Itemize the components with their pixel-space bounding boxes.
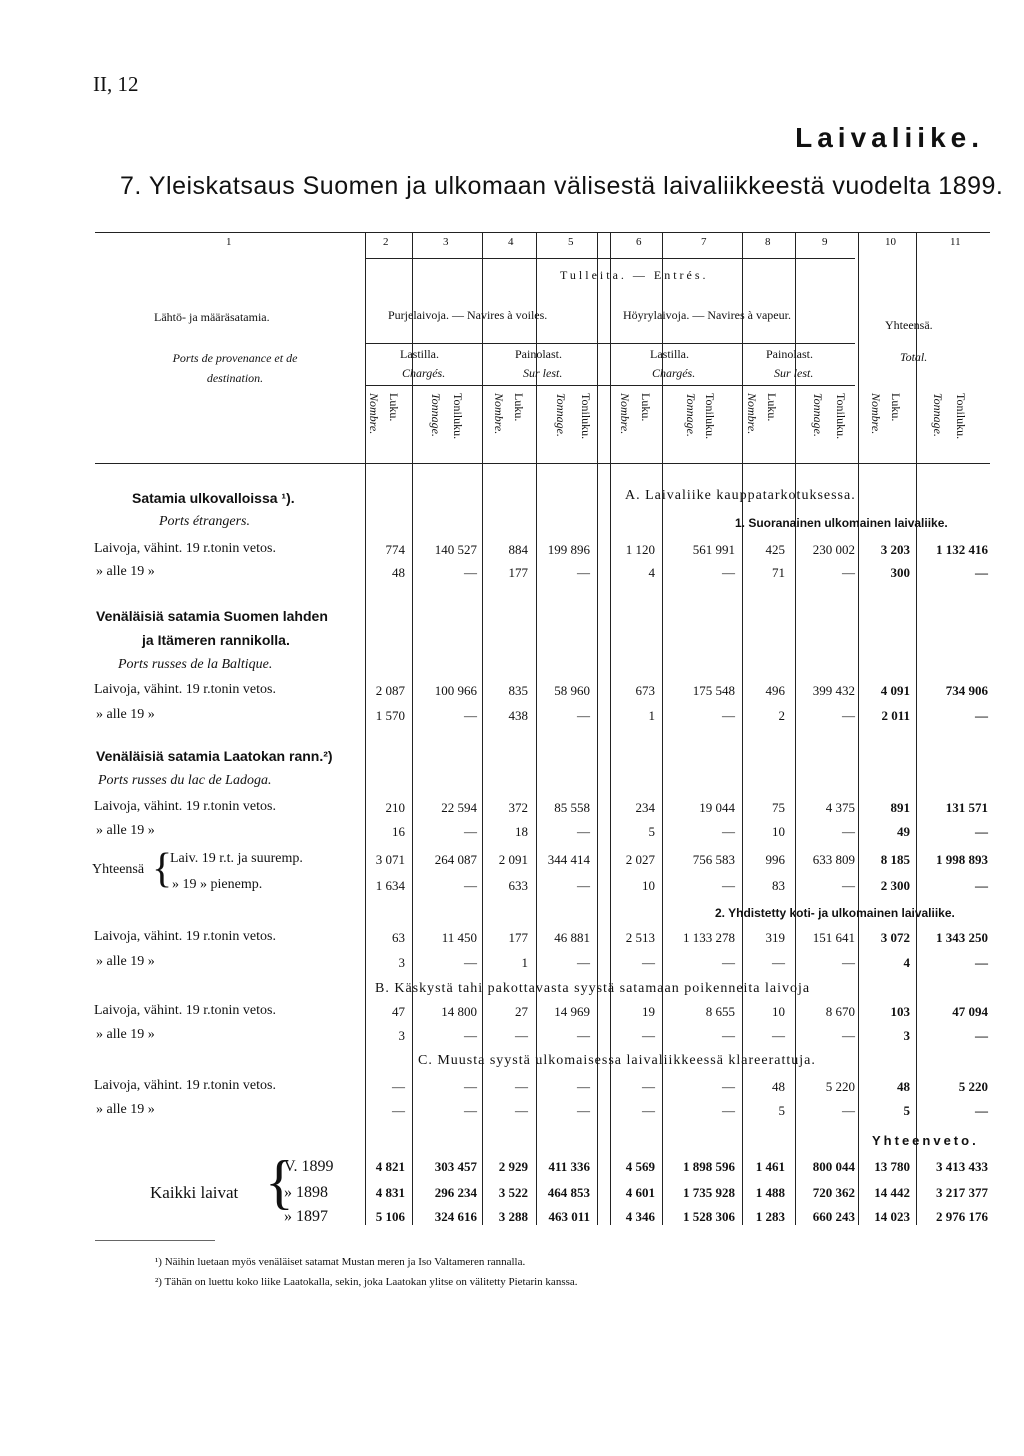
table-cell: 3 203	[880, 542, 910, 557]
table-cell: 71	[772, 565, 785, 580]
table-cell: 4 569	[625, 1159, 655, 1174]
table-cell: 1 132 416	[936, 542, 988, 557]
steam-ballast-header: Painolast.	[766, 347, 813, 361]
column-header-tons-fi: Toniluku.	[451, 393, 465, 440]
table-cell: —	[975, 824, 988, 839]
total-label: Yhteensä	[92, 862, 145, 877]
table-cell: 18	[515, 824, 528, 839]
table-cell: 177	[508, 930, 528, 945]
table-cell: 5	[648, 824, 655, 839]
row-label: » alle 19 »	[96, 1102, 155, 1117]
section-a1-heading: 1. Suoranainen ulkomainen laivaliike.	[735, 516, 948, 530]
row-label: » alle 19 »	[96, 954, 155, 969]
table-cell: —	[577, 565, 590, 580]
table-cell: 2 091	[498, 852, 528, 867]
table-cell: —	[577, 708, 590, 723]
column-header-tons: Tonnage.	[811, 393, 825, 437]
table-cell: 48	[392, 565, 405, 580]
table-cell: —	[464, 878, 477, 893]
steam-ballast-header-fr: Sur lest.	[774, 366, 814, 380]
table-cell: 4 091	[880, 683, 910, 698]
table-cell: 1 570	[375, 708, 405, 723]
row-label: » alle 19 »	[96, 707, 155, 722]
table-cell: 3 071	[375, 852, 405, 867]
table-cell: 210	[385, 800, 405, 815]
table-cell: 230 002	[812, 542, 855, 557]
table-cell: 58 960	[554, 683, 590, 698]
col-number-6: 6	[636, 236, 642, 248]
table-cell: 3	[398, 955, 405, 970]
table-cell: 48	[772, 1079, 785, 1094]
table-cell: 1 634	[375, 878, 405, 893]
table-cell: —	[515, 1103, 528, 1118]
table-cell: —	[464, 1079, 477, 1094]
table-cell: 2 300	[880, 878, 910, 893]
table-cell: —	[722, 824, 735, 839]
table-cell: —	[392, 1103, 405, 1118]
sail-ballast-header-fr: Sur lest.	[523, 366, 563, 380]
table-cell: 175 548	[692, 683, 735, 698]
brace: {	[152, 846, 173, 892]
table-cell: —	[842, 708, 855, 723]
table-cell: —	[842, 1103, 855, 1118]
table-cell: —	[464, 565, 477, 580]
table-cell: 4 346	[625, 1209, 655, 1224]
table-cell: —	[392, 1079, 405, 1094]
col-number-11: 11	[950, 236, 961, 248]
table-cell: —	[722, 1103, 735, 1118]
table-cell: —	[842, 565, 855, 580]
year-label: » 1898	[284, 1184, 328, 1201]
table-cell: 5 220	[825, 1079, 855, 1094]
column-rule	[858, 232, 859, 1225]
table-cell: 344 414	[547, 852, 590, 867]
baltic-heading: Venäläisiä satamia Suomen lahden	[96, 608, 328, 624]
origin-header-fr: Ports de provenance et de destination.	[172, 351, 298, 385]
table-cell: —	[577, 1103, 590, 1118]
table-cell: 3	[903, 1028, 910, 1043]
table-cell: —	[772, 1028, 785, 1043]
section-a-heading: A. Laivaliike kauppatarkotuksessa.	[625, 488, 856, 503]
table-cell: —	[975, 878, 988, 893]
table-cell: 411 336	[548, 1159, 590, 1174]
table-cell: —	[975, 565, 988, 580]
column-header-count-fr: Nombre.	[745, 393, 759, 435]
foreign-ports-heading-fr: Ports étrangers.	[159, 514, 250, 529]
table-cell: —	[642, 1079, 655, 1094]
column-header-tons-fi: Toniluku.	[579, 393, 593, 440]
row-label: Laiv. 19 r.t. ja suuremp.	[170, 851, 303, 866]
column-header-tons: Tonnage.	[931, 393, 945, 437]
column-header-tons: Tonnage.	[684, 393, 698, 437]
summary-heading: Yhteenveto.	[872, 1133, 979, 1148]
column-header-tons-fi: Toniluku.	[834, 393, 848, 440]
row-label: Laivoja, vähint. 19 r.tonin vetos.	[94, 682, 276, 697]
table-cell: 1 133 278	[683, 930, 735, 945]
table-cell: 63	[392, 930, 405, 945]
col-number-5: 5	[568, 236, 574, 248]
table-cell: —	[722, 565, 735, 580]
table-cell: —	[722, 708, 735, 723]
table-cell: 10	[642, 878, 655, 893]
table-cell: 234	[635, 800, 655, 815]
table-cell: 734 906	[945, 683, 988, 698]
table-cell: 319	[765, 930, 785, 945]
table-cell: 464 853	[547, 1185, 590, 1200]
table-cell: 151 641	[812, 930, 855, 945]
table-cell: 1 488	[755, 1185, 785, 1200]
table-cell: 673	[635, 683, 655, 698]
table-cell: 14 442	[874, 1185, 910, 1200]
table-cell: 3 288	[498, 1209, 528, 1224]
baltic-heading-fr: Ports russes de la Baltique.	[118, 657, 273, 672]
table-cell: 633	[508, 878, 528, 893]
footnote-rule	[95, 1240, 215, 1241]
table-cell: —	[577, 955, 590, 970]
table-cell: —	[975, 708, 988, 723]
table-cell: 4 375	[825, 800, 855, 815]
table-cell: 4	[648, 565, 655, 580]
table-cell: 16	[392, 824, 405, 839]
table-cell: —	[642, 955, 655, 970]
table-cell: 1 461	[755, 1159, 785, 1174]
section-a2-heading: 2. Yhdistetty koti- ja ulkomainen laivaliike.	[715, 906, 955, 920]
table-cell: 140 527	[434, 542, 477, 557]
column-header-count: Luku.	[639, 393, 653, 422]
table-cell: 438	[508, 708, 528, 723]
table-cell: —	[722, 955, 735, 970]
table-cell: —	[642, 1028, 655, 1043]
table-cell: 2 513	[625, 930, 655, 945]
table-cell: —	[577, 1079, 590, 1094]
column-header-count: Luku.	[765, 393, 779, 422]
table-cell: 425	[765, 542, 785, 557]
table-cell: 561 991	[692, 542, 735, 557]
table-cell: 496	[765, 683, 785, 698]
sail-laden-header-fr: Chargés.	[402, 366, 446, 380]
column-rule	[610, 232, 611, 1225]
table-cell: 3 072	[880, 930, 910, 945]
table-cell: —	[577, 1028, 590, 1043]
table-cell: 2 027	[625, 852, 655, 867]
table-cell: 399 432	[812, 683, 855, 698]
table-cell: 1 998 893	[936, 852, 988, 867]
table-cell: —	[464, 1103, 477, 1118]
table-cell: 46 881	[554, 930, 590, 945]
column-header-tons-fi: Toniluku.	[703, 393, 717, 440]
table-cell: 14 023	[874, 1209, 910, 1224]
table-cell: 8 185	[880, 852, 910, 867]
column-header-tons-fi: Toniluku.	[954, 393, 968, 440]
table-cell: 1	[648, 708, 655, 723]
table-cell: 720 362	[812, 1185, 855, 1200]
col-number-4: 4	[508, 236, 514, 248]
column-rule	[482, 232, 483, 1225]
table-cell: 3 217 377	[936, 1185, 988, 1200]
table-cell: 4	[903, 955, 910, 970]
col-number-10: 10	[885, 236, 896, 248]
table-cell: 2 087	[375, 683, 405, 698]
table-cell: 884	[508, 542, 528, 557]
header-bottom-rule	[95, 463, 990, 464]
brace: {	[265, 1149, 294, 1215]
table-cell: —	[464, 824, 477, 839]
table-cell: 2 011	[881, 708, 910, 723]
steam-laden-header: Lastilla.	[650, 347, 689, 361]
table-cell: 891	[890, 800, 910, 815]
column-header-tons: Tonnage.	[429, 393, 443, 437]
table-cell: 3 413 433	[936, 1159, 988, 1174]
table-cell: 1	[521, 955, 528, 970]
year-label: » 1897	[284, 1208, 328, 1225]
column-header-tons: Tonnage.	[554, 393, 568, 437]
table-cell: —	[975, 955, 988, 970]
tulleita-header: Tulleita. — Entrés.	[560, 268, 709, 282]
table-cell: —	[577, 878, 590, 893]
table-cell: —	[842, 955, 855, 970]
steam-group-header: Höyrylaivoja. — Navires à vapeur.	[623, 308, 791, 322]
table-cell: —	[842, 824, 855, 839]
column-rule	[597, 232, 598, 1225]
table-cell: 4 831	[375, 1185, 405, 1200]
running-head: Laivaliike.	[795, 122, 984, 153]
section-c-heading: C. Muusta syystä ulkomaisessa laivaliikkeessä klareerattuja.	[418, 1053, 816, 1068]
column-header-count: Luku.	[387, 393, 401, 422]
table-cell: 47 094	[952, 1004, 988, 1019]
row-label: Laivoja, vähint. 19 r.tonin vetos.	[94, 1078, 276, 1093]
table-cell: 83	[772, 878, 785, 893]
table-cell: 1 735 928	[683, 1185, 735, 1200]
column-header-count-fr: Nombre.	[492, 393, 506, 435]
table-cell: 296 234	[434, 1185, 477, 1200]
table-cell: 75	[772, 800, 785, 815]
table-cell: 372	[508, 800, 528, 815]
table-cell: 264 087	[434, 852, 477, 867]
col-number-1: 1	[226, 236, 232, 248]
table-cell: 1 283	[755, 1209, 785, 1224]
table-cell: 199 896	[547, 542, 590, 557]
table-cell: 996	[765, 852, 785, 867]
table-cell: 4 601	[625, 1185, 655, 1200]
year-label: V. 1899	[284, 1158, 334, 1175]
table-cell: 19	[642, 1004, 655, 1019]
table-cell: 1 898 596	[683, 1159, 735, 1174]
table-cell: —	[975, 1028, 988, 1043]
page-title: 7. Yleiskatsaus Suomen ja ulkomaan välisestä laivaliikkeestä vuodelta 1899.	[120, 172, 1004, 200]
table-cell: —	[515, 1028, 528, 1043]
col-number-7: 7	[701, 236, 707, 248]
row-label: Laivoja, vähint. 19 r.tonin vetos.	[94, 1003, 276, 1018]
table-cell: 47	[392, 1004, 405, 1019]
table-cell: 27	[515, 1004, 528, 1019]
table-cell: 300	[890, 565, 910, 580]
table-cell: —	[464, 955, 477, 970]
table-cell: 463 011	[548, 1209, 590, 1224]
table-cell: —	[464, 708, 477, 723]
footnote-1: ¹) Näihin luetaan myös venäläiset satamat Mustan meren ja Iso Valtameren rannalla.	[155, 1256, 526, 1268]
table-cell: 1 343 250	[936, 930, 988, 945]
table-cell: 131 571	[945, 800, 988, 815]
sail-laden-header: Lastilla.	[400, 347, 439, 361]
table-cell: 8 670	[825, 1004, 855, 1019]
steam-laden-header-fr: Chargés.	[652, 366, 696, 380]
table-cell: —	[975, 1103, 988, 1118]
table-cell: 4 821	[375, 1159, 405, 1174]
baltic-heading: ja Itämeren rannikolla.	[142, 632, 290, 648]
table-cell: 5 106	[375, 1209, 405, 1224]
table-cell: 177	[508, 565, 528, 580]
table-cell: 774	[385, 542, 405, 557]
table-cell: 660 243	[812, 1209, 855, 1224]
col-number-8: 8	[765, 236, 771, 248]
table-cell: 3 522	[498, 1185, 528, 1200]
origin-header-fi: Lähtö- ja määräsatamia.	[154, 310, 270, 324]
row-label: » alle 19 »	[96, 823, 155, 838]
table-cell: 2 929	[498, 1159, 528, 1174]
table-cell: 14 800	[441, 1004, 477, 1019]
ladoga-heading: Venäläisiä satamia Laatokan rann.²)	[96, 748, 333, 764]
foreign-ports-heading: Satamia ulkovalloissa ¹).	[132, 490, 295, 506]
section-b-heading: B. Käskystä tahi pakottavasta syystä satamaan poikenneita laivoja	[375, 981, 811, 996]
table-cell: —	[772, 955, 785, 970]
column-header-count-fr: Nombre.	[618, 393, 632, 435]
table-cell: —	[464, 1028, 477, 1043]
row-label: » 19 » pienemp.	[172, 877, 263, 892]
table-cell: 1 528 306	[683, 1209, 735, 1224]
table-cell: 19 044	[699, 800, 735, 815]
table-cell: 22 594	[441, 800, 477, 815]
table-cell: 11 450	[441, 930, 477, 945]
column-rule	[916, 232, 917, 1225]
table-cell: 3	[398, 1028, 405, 1043]
table-cell: 633 809	[812, 852, 855, 867]
page-number: II, 12	[93, 72, 139, 96]
table-cell: 2	[778, 708, 785, 723]
row-label: Laivoja, vähint. 19 r.tonin vetos.	[94, 929, 276, 944]
table-cell: —	[642, 1103, 655, 1118]
table-cell: 756 583	[692, 852, 735, 867]
total-header-fi: Yhteensä.	[885, 318, 933, 332]
column-rule	[742, 232, 743, 1225]
table-cell: 1 120	[625, 542, 655, 557]
table-cell: —	[515, 1079, 528, 1094]
col-number-9: 9	[822, 236, 828, 248]
table-cell: 324 616	[434, 1209, 477, 1224]
table-cell: 49	[897, 824, 910, 839]
table-cell: 8 655	[705, 1004, 735, 1019]
row-label: » alle 19 »	[96, 1027, 155, 1042]
table-cell: —	[842, 1028, 855, 1043]
table-cell: —	[722, 1079, 735, 1094]
table-cell: —	[722, 878, 735, 893]
table-cell: 800 044	[812, 1159, 855, 1174]
total-header-fr: Total.	[900, 350, 928, 364]
table-cell: 5	[903, 1103, 910, 1118]
row-label: Laivoja, vähint. 19 r.tonin vetos.	[94, 541, 276, 556]
column-header-count-fr: Nombre.	[869, 393, 883, 435]
table-cell: —	[842, 878, 855, 893]
column-header-count-fr: Nombre.	[367, 393, 381, 435]
table-cell: 5 220	[958, 1079, 988, 1094]
column-rule	[365, 232, 366, 1225]
col-number-2: 2	[383, 236, 389, 248]
table-cell: 13 780	[874, 1159, 910, 1174]
column-header-count: Luku.	[512, 393, 526, 422]
row-label: » alle 19 »	[96, 564, 155, 579]
table-cell: 303 457	[434, 1159, 477, 1174]
all-ships-label: Kaikki laivat	[150, 1183, 239, 1202]
row-label: Laivoja, vähint. 19 r.tonin vetos.	[94, 799, 276, 814]
table-cell: 48	[897, 1079, 910, 1094]
column-header-count: Luku.	[889, 393, 903, 422]
col-number-3: 3	[443, 236, 449, 248]
table-cell: —	[722, 1028, 735, 1043]
table-cell: 10	[772, 824, 785, 839]
table-cell: 2 976 176	[936, 1209, 988, 1224]
table-cell: 14 969	[554, 1004, 590, 1019]
ladoga-heading-fr: Ports russes du lac de Ladoga.	[98, 773, 272, 788]
table-top-rule	[95, 232, 990, 233]
table-cell: 100 966	[434, 683, 477, 698]
table-cell: 5	[778, 1103, 785, 1118]
table-cell: 85 558	[554, 800, 590, 815]
sail-ballast-header: Painolast.	[515, 347, 562, 361]
footnote-2: ²) Tähän on luettu koko liike Laatokalla, sekin, joka Laatokan ylitse on välitetty Pietarin kanssa.	[155, 1276, 578, 1288]
table-cell: 835	[508, 683, 528, 698]
table-cell: 10	[772, 1004, 785, 1019]
table-cell: 103	[890, 1004, 910, 1019]
table-cell: —	[577, 824, 590, 839]
sail-group-header: Purjelaivoja. — Navires à voiles.	[388, 308, 548, 322]
